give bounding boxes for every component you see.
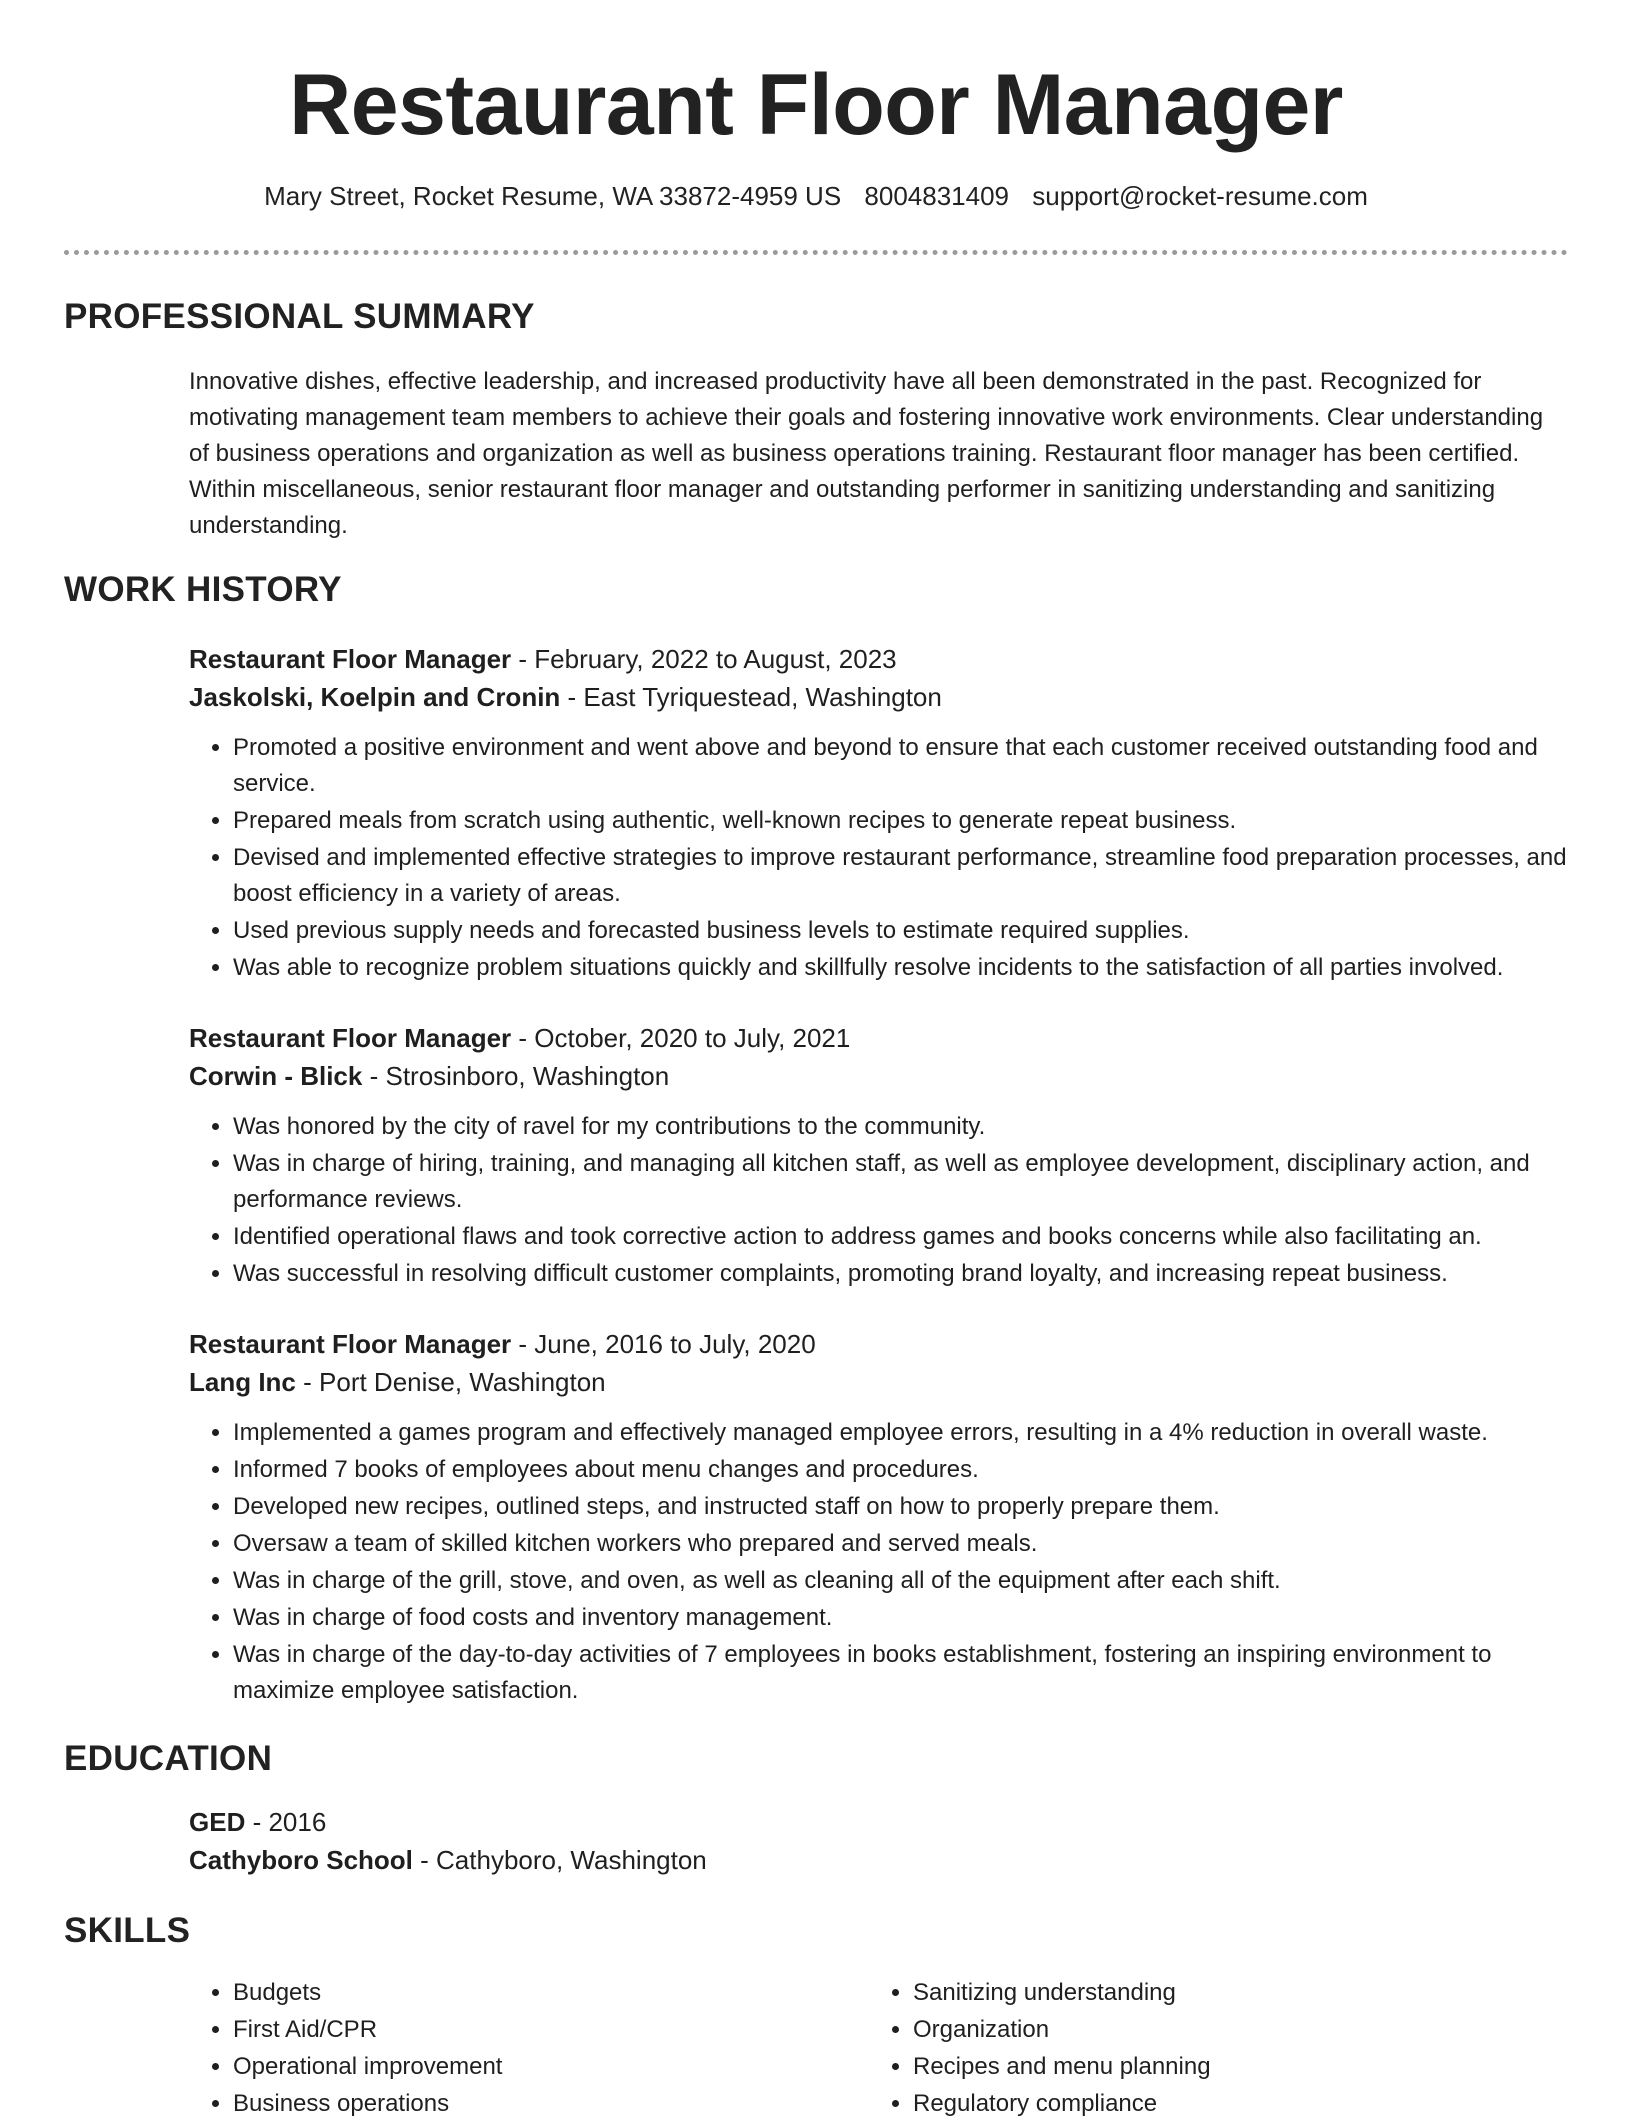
- job-title-line: [189, 1019, 1568, 1057]
- job-location: - Strosinboro, Washington: [369, 1061, 670, 1091]
- education-location: - Cathyboro, Washington: [420, 1845, 707, 1875]
- list-item: • Used previous supply needs and forecasted business levels to estimate required supplies.: [233, 913, 1568, 949]
- header-divider: [64, 250, 1568, 255]
- list-item: • Identified operational flaws and took corrective action to address games and books concerns while also facilitating an.: [233, 1219, 1568, 1255]
- job-company: Jaskolski, Koelpin and Cronin: [189, 682, 561, 712]
- section-title-skills: SKILLS: [64, 1911, 191, 1950]
- skill-item: • Organization: [913, 2012, 1549, 2048]
- skill-item: • Regulatory compliance: [913, 2086, 1549, 2122]
- skill-item: • Operational improvement: [233, 2049, 869, 2085]
- contact-line: [0, 181, 1632, 212]
- contact-address: Mary Street, Rocket Resume, WA 33872-4959 US: [264, 181, 842, 211]
- skills-list-right: [869, 1975, 1549, 2122]
- list-item: • Devised and implemented effective strategies to improve restaurant performance, streamline food preparation processes, and boost efficiency in a variety of areas.: [233, 840, 1568, 912]
- list-item: • Was in charge of hiring, training, and managing all kitchen staff, as well as employee development, disciplinary action, and performance reviews.: [233, 1146, 1568, 1218]
- job-company-line: [189, 678, 1568, 716]
- list-item: • Was successful in resolving difficult customer complaints, promoting brand loyalty, and increasing repeat business.: [233, 1256, 1568, 1292]
- job-company: Corwin - Blick: [189, 1061, 363, 1091]
- job-entry: [189, 1019, 1568, 1293]
- summary-block: [189, 364, 1568, 544]
- skill-item: • Sanitizing understanding: [913, 1975, 1549, 2011]
- list-item: • Promoted a positive environment and went above and beyond to ensure that each customer received outstanding food and service.: [233, 730, 1568, 802]
- skill-item: • Recipes and menu planning: [913, 2049, 1549, 2085]
- education-year: - 2016: [252, 1807, 327, 1837]
- list-item: • Oversaw a team of skilled kitchen workers who prepared and served meals.: [233, 1526, 1568, 1562]
- job-bullets: [189, 730, 1568, 986]
- skill-item: • First Aid/CPR: [233, 2012, 869, 2048]
- list-item: • Informed 7 books of employees about menu changes and procedures.: [233, 1452, 1568, 1488]
- contact-phone: 8004831409: [864, 181, 1010, 211]
- job-location: - Port Denise, Washington: [303, 1367, 606, 1397]
- summary-text: Innovative dishes, effective leadership, and increased productivity have all been demonstrated in the past. Recognized for motivating management team members to achieve their goals and fostering innovative work environments. Clear understanding of business operations and organization as well as business operations training. Restaurant floor manager has been certified. Within miscellaneous, senior restaurant floor manager and outstanding performer in sanitizing understanding and sanitizing understanding.: [189, 368, 1544, 539]
- skills-list-left: [189, 1975, 869, 2122]
- job-bullets: [189, 1109, 1568, 1292]
- section-title-work-history: WORK HISTORY: [64, 570, 342, 609]
- job-role: Restaurant Floor Manager: [189, 644, 512, 674]
- job-entry: [189, 1325, 1568, 1710]
- education-school-line: [189, 1841, 1568, 1879]
- education-school: Cathyboro School: [189, 1845, 413, 1875]
- job-bullets: [189, 1415, 1568, 1709]
- education-entry: [189, 1803, 1568, 1879]
- list-item: • Was in charge of food costs and inventory management.: [233, 1600, 1568, 1636]
- job-company-line: [189, 1057, 1568, 1095]
- list-item: • Implemented a games program and effectively managed employee errors, resulting in a 4% reduction in overall waste.: [233, 1415, 1568, 1451]
- contact-email[interactable]: support@rocket-resume.com: [1032, 181, 1368, 211]
- skill-item: • Business operations: [233, 2086, 869, 2122]
- job-role: Restaurant Floor Manager: [189, 1023, 512, 1053]
- list-item: • Was in charge of the day-to-day activities of 7 employees in books establishment, fostering an inspiring environment to maximize employee satisfaction.: [233, 1637, 1568, 1709]
- job-title-line: [189, 1325, 1568, 1363]
- skills-grid: [189, 1975, 1568, 2123]
- job-dates: - June, 2016 to July, 2020: [518, 1329, 816, 1359]
- job-entry: [189, 640, 1568, 987]
- job-location: - East Tyriquestead, Washington: [567, 682, 942, 712]
- list-item: • Was honored by the city of ravel for my contributions to the community.: [233, 1109, 1568, 1145]
- list-item: • Was in charge of the grill, stove, and oven, as well as cleaning all of the equipment after each shift.: [233, 1563, 1568, 1599]
- skill-item: • Budgets: [233, 1975, 869, 2011]
- job-company-line: [189, 1363, 1568, 1401]
- resume-name: Restaurant Floor Manager: [289, 57, 1343, 153]
- section-title-education: EDUCATION: [64, 1739, 273, 1778]
- job-dates: - October, 2020 to July, 2021: [518, 1023, 851, 1053]
- job-dates: - February, 2022 to August, 2023: [518, 644, 897, 674]
- job-company: Lang Inc: [189, 1367, 296, 1397]
- list-item: • Was able to recognize problem situations quickly and skillfully resolve incidents to the satisfaction of all parties involved.: [233, 950, 1568, 986]
- job-role: Restaurant Floor Manager: [189, 1329, 512, 1359]
- job-title-line: [189, 640, 1568, 678]
- section-title-summary: PROFESSIONAL SUMMARY: [64, 297, 535, 336]
- list-item: • Developed new recipes, outlined steps, and instructed staff on how to properly prepare them.: [233, 1489, 1568, 1525]
- education-degree-line: [189, 1803, 1568, 1841]
- list-item: • Prepared meals from scratch using authentic, well-known recipes to generate repeat business.: [233, 803, 1568, 839]
- education-degree: GED: [189, 1807, 246, 1837]
